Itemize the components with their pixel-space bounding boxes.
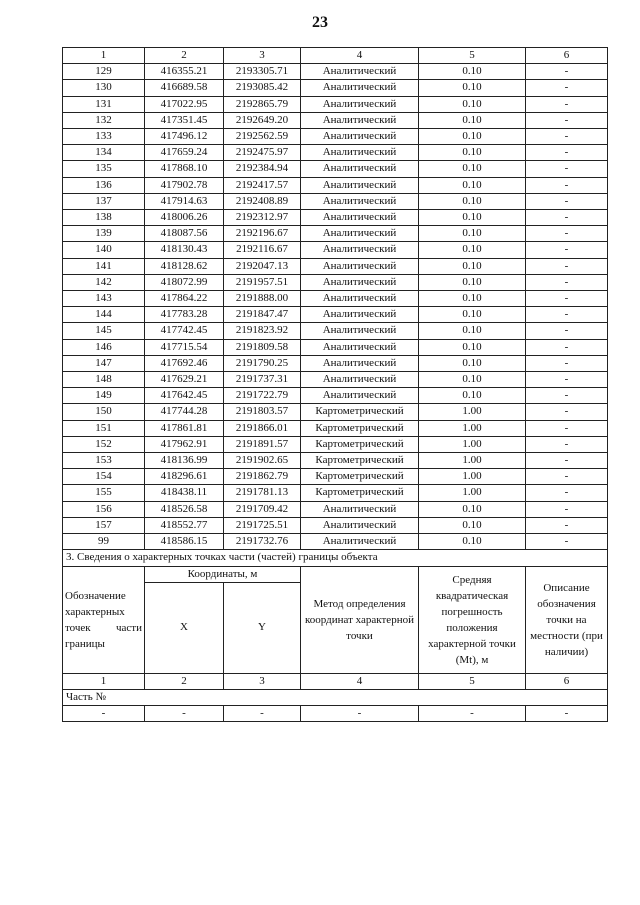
point-number: 135 [63, 161, 145, 177]
description: - [526, 145, 608, 161]
table-row [63, 469, 608, 485]
error-value: 0.10 [419, 291, 526, 307]
error-value: 0.10 [419, 258, 526, 274]
y-coordinate: 2192865.79 [224, 96, 301, 112]
column-number: 1 [63, 48, 145, 64]
point-number: 140 [63, 242, 145, 258]
column-number: 3 [224, 673, 301, 689]
y-coordinate: 2191866.01 [224, 420, 301, 436]
boundary-points-table [62, 47, 608, 722]
point-number: 145 [63, 323, 145, 339]
table-row [63, 517, 608, 533]
method: Аналитический [301, 242, 419, 258]
y-coordinate: 2192384.94 [224, 161, 301, 177]
point-number: 155 [63, 485, 145, 501]
point-number: 150 [63, 404, 145, 420]
x-coordinate: 417642.45 [145, 388, 224, 404]
part-label-row [63, 689, 608, 705]
table-row [63, 161, 608, 177]
error-value: 1.00 [419, 453, 526, 469]
description: - [526, 242, 608, 258]
description: - [526, 291, 608, 307]
point-number: 151 [63, 420, 145, 436]
description: - [526, 258, 608, 274]
description: - [526, 517, 608, 533]
x-coordinate: 417868.10 [145, 161, 224, 177]
y-coordinate: 2191891.57 [224, 436, 301, 452]
y-coordinate: 2192196.67 [224, 226, 301, 242]
method: Аналитический [301, 80, 419, 96]
description: - [526, 129, 608, 145]
error-value: 0.10 [419, 112, 526, 128]
table-row [63, 258, 608, 274]
description: - [526, 64, 608, 80]
description: - [526, 420, 608, 436]
x-coordinate: 418586.15 [145, 534, 224, 550]
y-header: Y [224, 582, 301, 673]
table-cell: - [145, 706, 224, 722]
x-coordinate: 417351.45 [145, 112, 224, 128]
table-row [63, 436, 608, 452]
table-row [63, 534, 608, 550]
description: - [526, 534, 608, 550]
coordinates-header: Координаты, м [145, 566, 301, 582]
y-coordinate: 2192475.97 [224, 145, 301, 161]
error-value: 0.10 [419, 161, 526, 177]
error-value: 0.10 [419, 193, 526, 209]
error-value: 1.00 [419, 485, 526, 501]
error-value: 1.00 [419, 436, 526, 452]
description: - [526, 469, 608, 485]
error-value: 0.10 [419, 226, 526, 242]
method: Аналитический [301, 355, 419, 371]
point-number: 132 [63, 112, 145, 128]
column-number: 6 [526, 48, 608, 64]
section3-title-row [63, 550, 608, 566]
point-number: 141 [63, 258, 145, 274]
point-number: 129 [63, 64, 145, 80]
y-coordinate: 2191790.25 [224, 355, 301, 371]
description: - [526, 307, 608, 323]
method: Аналитический [301, 388, 419, 404]
table-row [63, 80, 608, 96]
error-value: 0.10 [419, 307, 526, 323]
method: Аналитический [301, 307, 419, 323]
method: Аналитический [301, 339, 419, 355]
error-value: 0.10 [419, 96, 526, 112]
x-coordinate: 418438.11 [145, 485, 224, 501]
x-coordinate: 417715.54 [145, 339, 224, 355]
point-number: 134 [63, 145, 145, 161]
description: - [526, 96, 608, 112]
method-header: Метод определения координат характерной точки [301, 566, 419, 673]
error-value: 0.10 [419, 145, 526, 161]
table-row [63, 420, 608, 436]
table-row [63, 388, 608, 404]
y-coordinate: 2191809.58 [224, 339, 301, 355]
method: Картометрический [301, 404, 419, 420]
table-row [63, 177, 608, 193]
part-label: Часть № [63, 689, 608, 705]
error-value: 0.10 [419, 501, 526, 517]
x-coordinate: 417629.21 [145, 372, 224, 388]
table-row [63, 355, 608, 371]
x-coordinate: 417496.12 [145, 129, 224, 145]
description: - [526, 177, 608, 193]
method: Аналитический [301, 129, 419, 145]
y-coordinate: 2193305.71 [224, 64, 301, 80]
error-value: 0.10 [419, 355, 526, 371]
error-value: 1.00 [419, 404, 526, 420]
point-number: 148 [63, 372, 145, 388]
table-row [63, 210, 608, 226]
table-row [63, 112, 608, 128]
error-value: 0.10 [419, 274, 526, 290]
error-value: 1.00 [419, 469, 526, 485]
column-number: 2 [145, 48, 224, 64]
table-row [63, 307, 608, 323]
point-number: 154 [63, 469, 145, 485]
y-coordinate: 2191737.31 [224, 372, 301, 388]
column-number: 5 [419, 48, 526, 64]
section3-header-row [63, 566, 608, 582]
method: Аналитический [301, 258, 419, 274]
table-row [63, 323, 608, 339]
table-row [63, 453, 608, 469]
error-value: 0.10 [419, 323, 526, 339]
table-row [63, 145, 608, 161]
y-coordinate: 2192649.20 [224, 112, 301, 128]
error-value: 0.10 [419, 210, 526, 226]
y-coordinate: 2191888.00 [224, 291, 301, 307]
error-header: Средняя квадратическая погрешность положения характерной точки (Mt), м [419, 566, 526, 673]
method: Аналитический [301, 274, 419, 290]
x-coordinate: 418552.77 [145, 517, 224, 533]
method: Картометрический [301, 453, 419, 469]
section3-title: 3. Сведения о характерных точках части (частей) границы объекта [63, 550, 608, 566]
y-coordinate: 2192408.89 [224, 193, 301, 209]
table-row [63, 501, 608, 517]
x-coordinate: 418087.56 [145, 226, 224, 242]
table-row [63, 372, 608, 388]
x-coordinate: 418128.62 [145, 258, 224, 274]
x-coordinate: 418006.26 [145, 210, 224, 226]
method: Аналитический [301, 161, 419, 177]
point-number: 147 [63, 355, 145, 371]
point-number: 139 [63, 226, 145, 242]
description: - [526, 404, 608, 420]
point-number: 99 [63, 534, 145, 550]
column-number: 5 [419, 673, 526, 689]
point-number: 157 [63, 517, 145, 533]
method: Аналитический [301, 112, 419, 128]
y-coordinate: 2191823.92 [224, 323, 301, 339]
y-coordinate: 2192047.13 [224, 258, 301, 274]
point-number: 146 [63, 339, 145, 355]
point-number: 130 [63, 80, 145, 96]
table-cell: - [63, 706, 145, 722]
y-coordinate: 2191957.51 [224, 274, 301, 290]
x-coordinate: 416355.21 [145, 64, 224, 80]
table-cell: - [224, 706, 301, 722]
x-coordinate: 418072.99 [145, 274, 224, 290]
error-value: 0.10 [419, 177, 526, 193]
point-number: 143 [63, 291, 145, 307]
method: Аналитический [301, 193, 419, 209]
y-coordinate: 2192116.67 [224, 242, 301, 258]
method: Аналитический [301, 177, 419, 193]
method: Аналитический [301, 534, 419, 550]
method: Аналитический [301, 372, 419, 388]
description-header: Описание обозначения точки на местности (при наличии) [526, 566, 608, 673]
y-coordinate: 2192562.59 [224, 129, 301, 145]
column-number: 3 [224, 48, 301, 64]
table-cell: - [419, 706, 526, 722]
description: - [526, 372, 608, 388]
x-coordinate: 417914.63 [145, 193, 224, 209]
x-coordinate: 418130.43 [145, 242, 224, 258]
method: Аналитический [301, 145, 419, 161]
table-row [63, 129, 608, 145]
error-value: 0.10 [419, 339, 526, 355]
column-number: 1 [63, 673, 145, 689]
error-value: 0.10 [419, 517, 526, 533]
table-row [63, 193, 608, 209]
x-coordinate: 418526.58 [145, 501, 224, 517]
y-coordinate: 2191781.13 [224, 485, 301, 501]
error-value: 1.00 [419, 420, 526, 436]
description: - [526, 436, 608, 452]
x-coordinate: 417692.46 [145, 355, 224, 371]
table-row [63, 485, 608, 501]
x-coordinate: 417783.28 [145, 307, 224, 323]
description: - [526, 274, 608, 290]
x-coordinate: 417861.81 [145, 420, 224, 436]
y-coordinate: 2191803.57 [224, 404, 301, 420]
table-row [63, 242, 608, 258]
description: - [526, 453, 608, 469]
x-coordinate: 418136.99 [145, 453, 224, 469]
method: Аналитический [301, 517, 419, 533]
error-value: 0.10 [419, 80, 526, 96]
method: Картометрический [301, 436, 419, 452]
point-number: 136 [63, 177, 145, 193]
point-number: 149 [63, 388, 145, 404]
method: Картометрический [301, 469, 419, 485]
description: - [526, 112, 608, 128]
x-coordinate: 417659.24 [145, 145, 224, 161]
y-coordinate: 2191725.51 [224, 517, 301, 533]
point-number: 131 [63, 96, 145, 112]
column-number: 4 [301, 673, 419, 689]
table-row [63, 339, 608, 355]
description: - [526, 193, 608, 209]
error-value: 0.10 [419, 388, 526, 404]
method: Аналитический [301, 291, 419, 307]
x-coordinate: 417902.78 [145, 177, 224, 193]
error-value: 0.10 [419, 534, 526, 550]
y-coordinate: 2192417.57 [224, 177, 301, 193]
table-cell: - [301, 706, 419, 722]
method: Аналитический [301, 210, 419, 226]
description: - [526, 485, 608, 501]
point-number: 133 [63, 129, 145, 145]
x-coordinate: 417022.95 [145, 96, 224, 112]
method: Аналитический [301, 323, 419, 339]
table-row [63, 226, 608, 242]
x-header: X [145, 582, 224, 673]
method: Аналитический [301, 64, 419, 80]
table-cell: - [526, 706, 608, 722]
table-row [63, 96, 608, 112]
point-number: 138 [63, 210, 145, 226]
error-value: 0.10 [419, 242, 526, 258]
x-coordinate: 417864.22 [145, 291, 224, 307]
description: - [526, 80, 608, 96]
page-number: 23 [312, 14, 328, 31]
table-row [63, 291, 608, 307]
x-coordinate: 416689.58 [145, 80, 224, 96]
error-value: 0.10 [419, 372, 526, 388]
description: - [526, 339, 608, 355]
column-number: 4 [301, 48, 419, 64]
x-coordinate: 417962.91 [145, 436, 224, 452]
y-coordinate: 2191862.79 [224, 469, 301, 485]
error-value: 0.10 [419, 129, 526, 145]
point-number: 137 [63, 193, 145, 209]
y-coordinate: 2191847.47 [224, 307, 301, 323]
y-coordinate: 2193085.42 [224, 80, 301, 96]
method: Аналитический [301, 226, 419, 242]
column-number: 2 [145, 673, 224, 689]
description: - [526, 323, 608, 339]
y-coordinate: 2191722.79 [224, 388, 301, 404]
description: - [526, 210, 608, 226]
y-coordinate: 2191902.65 [224, 453, 301, 469]
description: - [526, 355, 608, 371]
description: - [526, 501, 608, 517]
method: Картометрический [301, 420, 419, 436]
point-number: 153 [63, 453, 145, 469]
method: Аналитический [301, 501, 419, 517]
description: - [526, 388, 608, 404]
point-number: 144 [63, 307, 145, 323]
point-number: 156 [63, 501, 145, 517]
x-coordinate: 417742.45 [145, 323, 224, 339]
table-row [63, 274, 608, 290]
column-number-row [63, 48, 608, 64]
method: Аналитический [301, 96, 419, 112]
table-row [63, 64, 608, 80]
table-row [63, 404, 608, 420]
x-coordinate: 418296.61 [145, 469, 224, 485]
point-number: 142 [63, 274, 145, 290]
y-coordinate: 2191732.76 [224, 534, 301, 550]
point-number: 152 [63, 436, 145, 452]
y-coordinate: 2192312.97 [224, 210, 301, 226]
empty-part-row [63, 706, 608, 722]
description: - [526, 161, 608, 177]
y-coordinate: 2191709.42 [224, 501, 301, 517]
column-number: 6 [526, 673, 608, 689]
section3-number-row [63, 673, 608, 689]
designation-header: Обозначение характерных точек части границы [63, 566, 145, 673]
x-coordinate: 417744.28 [145, 404, 224, 420]
error-value: 0.10 [419, 64, 526, 80]
description: - [526, 226, 608, 242]
method: Картометрический [301, 485, 419, 501]
